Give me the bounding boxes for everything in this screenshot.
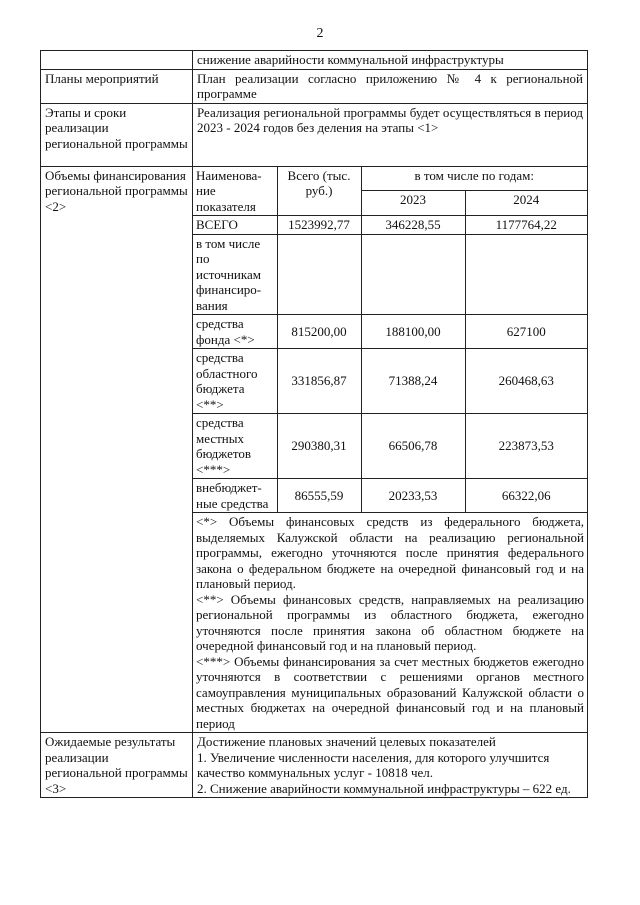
- fin-col-years-group-header: в том числе по годам:: [361, 167, 587, 191]
- results-content: [193, 733, 588, 798]
- fin-row-2023: 66506,78: [361, 414, 465, 479]
- row-plans: [41, 69, 588, 103]
- stages-value: Реализация региональной программы будет осуществляться в период 2023 - 2024 годов без деления на этапы <1>: [193, 103, 588, 166]
- page-number: 2: [316, 26, 324, 41]
- note-local: <***> Объемы финансирования за счет местных бюджетов ежегодно уточняются в соответствии с решениями органов местного самоуправления муниципальных образований Калужской области о местных бюджетах на очередной финансовый год и на плановый период: [196, 653, 584, 731]
- stages-label: Этапы и сроки реализации региональной программы: [41, 103, 193, 166]
- fin-row-2024: [465, 234, 587, 315]
- table-row: [193, 479, 587, 513]
- fin-notes: [193, 513, 587, 733]
- fin-row-name: средства областного бюджета <**>: [193, 349, 277, 414]
- fin-col-name-header: Наименова-ние показателя: [193, 167, 277, 216]
- note-regional: <**> Объемы финансовых средств, направляемых на реализацию региональной программы из областного бюджета, ежегодно уточняются после принятия закона об областном бюджете на очередной финансовый год и на плановый период.: [196, 591, 584, 653]
- fin-row-total: 331856,87: [277, 349, 361, 414]
- fin-row-2023: [361, 234, 465, 315]
- note-federal: <*> Объемы финансовых средств из федерального бюджета, выделяемых Калужской области на реализацию региональной программы, ежегодно уточняются после принятия федерального закона о федеральном бюджете на очередной финансовый год и на плановый период.: [196, 514, 584, 591]
- fin-row-2024: 627100: [465, 315, 587, 349]
- results-line: Достижение плановых значений целевых показателей: [197, 734, 496, 749]
- table-row: [193, 216, 587, 235]
- fin-row-2024: 260468,63: [465, 349, 587, 414]
- row-financing: [41, 166, 588, 733]
- goal-label-empty: [41, 51, 193, 70]
- results-label: Ожидаемые результаты реализации региональной программы <3>: [41, 733, 193, 798]
- fin-row-total: 86555,59: [277, 479, 361, 513]
- fin-row-2024: 66322,06: [465, 479, 587, 513]
- fin-row-name: ВСЕГО: [193, 216, 277, 235]
- fin-row-2024: 1177764,22: [465, 216, 587, 235]
- passport-table: [40, 50, 588, 798]
- fin-row-total: 290380,31: [277, 414, 361, 479]
- row-results: [41, 733, 588, 798]
- goal-continuation-text: снижение аварийности коммунальной инфраструктуры: [193, 51, 588, 70]
- table-row: [193, 234, 587, 315]
- table-row: [193, 349, 587, 414]
- financing-table: [193, 167, 587, 733]
- fin-col-total-header: Всего (тыс. руб.): [277, 167, 361, 216]
- fin-row-total: 815200,00: [277, 315, 361, 349]
- fin-header-row-1: [193, 167, 587, 191]
- fin-notes-row: [193, 513, 587, 733]
- fin-row-total: [277, 234, 361, 315]
- fin-row-2023: 20233,53: [361, 479, 465, 513]
- plans-value: План реализации согласно приложению № 4 к региональной программе: [193, 69, 588, 103]
- plans-label: Планы мероприятий: [41, 69, 193, 103]
- fin-row-2023: 188100,00: [361, 315, 465, 349]
- fin-row-2023: 346228,55: [361, 216, 465, 235]
- results-line: 1. Увеличение численности населения, для которого улучшится качество коммунальных услуг - 10818 чел.: [197, 749, 550, 780]
- financing-label: Объемы финансирования региональной программы <2>: [41, 166, 193, 733]
- fin-row-2023: 71388,24: [361, 349, 465, 414]
- table-row: [193, 315, 587, 349]
- fin-row-name: внебюджет-ные средства: [193, 479, 277, 513]
- fin-row-name: в том числе по источникам финансиро-вания: [193, 234, 277, 315]
- fin-row-name: средства местных бюджетов <***>: [193, 414, 277, 479]
- fin-year-2023-header: 2023: [361, 191, 465, 216]
- fin-year-2024-header: 2024: [465, 191, 587, 216]
- fin-row-2024: 223873,53: [465, 414, 587, 479]
- results-line: 2. Снижение аварийности коммунальной инфраструктуры – 622 ед.: [197, 780, 571, 796]
- fin-row-name: средства фонда <*>: [193, 315, 277, 349]
- row-stages: [41, 103, 588, 166]
- row-goal-continuation: [41, 51, 588, 70]
- table-row: [193, 414, 587, 479]
- fin-row-total: 1523992,77: [277, 216, 361, 235]
- financing-content: [193, 166, 588, 733]
